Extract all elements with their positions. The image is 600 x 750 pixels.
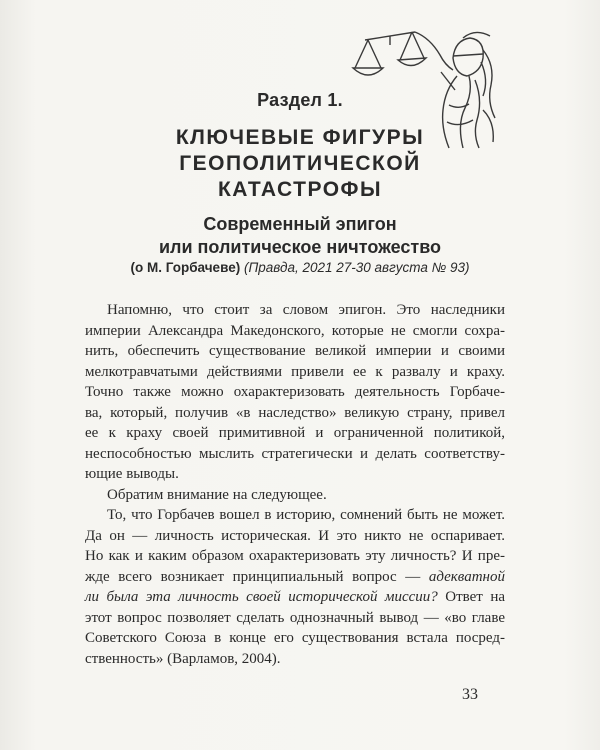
- paragraph-3: [85, 505, 505, 669]
- text-line: неспособностью мыслить стратегически и делать соответству-: [85, 445, 505, 462]
- text-line: ющие выводы.: [85, 466, 179, 482]
- text-line: ее к краху своей примитивной и ограниченной политикой,: [85, 425, 505, 441]
- article-title-line: или политическое ничтожество: [158, 237, 442, 257]
- page-number: 33: [462, 686, 478, 703]
- text-line: Напомню, что стоит за словом эпигон. Это наследники: [107, 302, 505, 318]
- text-line: [85, 567, 505, 588]
- text-segment: Ответ на: [437, 589, 505, 605]
- text-line: [85, 587, 505, 608]
- article-subject: (о М. Горбачеве): [130, 260, 241, 275]
- section-title-line: КАТАСТРОФЫ: [217, 178, 383, 201]
- text-line: Точно также можно охарактеризовать деятельность Горбаче-: [85, 384, 505, 400]
- section-label: Раздел 1.: [257, 90, 343, 110]
- article-citation: (Правда, 2021 27-30 августа № 93): [243, 260, 470, 275]
- paragraph-1: [85, 300, 505, 485]
- text-line: Обратим внимание на следующее.: [107, 486, 327, 503]
- text-line: Советского Союза в конце его существования встала посред-: [85, 630, 505, 646]
- text-line: этот вопрос позволяет сделать однозначный вывод — «во главе: [85, 609, 505, 626]
- section-title-line: КЛЮЧЕВЫЕ ФИГУРЫ: [175, 126, 425, 149]
- article-source: [70, 260, 530, 275]
- article-title: [70, 213, 530, 259]
- text-segment: жде всего возникает принципиальный вопрос —: [85, 568, 429, 585]
- text-line: империи Александра Македонского, которые не смогли сохра-: [85, 322, 505, 339]
- article-title-line: Современный эпигон: [203, 214, 397, 234]
- paragraph-2: [85, 485, 505, 506]
- text-line: ва, который, получив «в наследство» великую страну, привел: [85, 404, 505, 421]
- section-title-line: ГЕОПОЛИТИЧЕСКОЙ: [179, 152, 421, 175]
- text-line: Да он — личность историческая. И это никто не оспаривает.: [85, 527, 505, 544]
- text-line: ственность» (Варламов, 2004).: [85, 650, 281, 667]
- text-line: нить, обеспечить существование великой империи и своими: [85, 343, 505, 359]
- emphasis-text: ли была эта личность своей исторической миссии?: [85, 589, 438, 605]
- text-line: мелкотравчатыми действиями привели ее к развалу и краху.: [85, 363, 505, 380]
- text-line: Но как и каким образом охарактеризовать эту личность? И пре-: [85, 548, 505, 564]
- body-text: [85, 300, 505, 669]
- text-line: То, что Горбачев вошел в историю, сомнений быть не может.: [107, 507, 505, 523]
- section-title: [90, 125, 510, 203]
- emphasis-text: адекватной: [428, 568, 505, 585]
